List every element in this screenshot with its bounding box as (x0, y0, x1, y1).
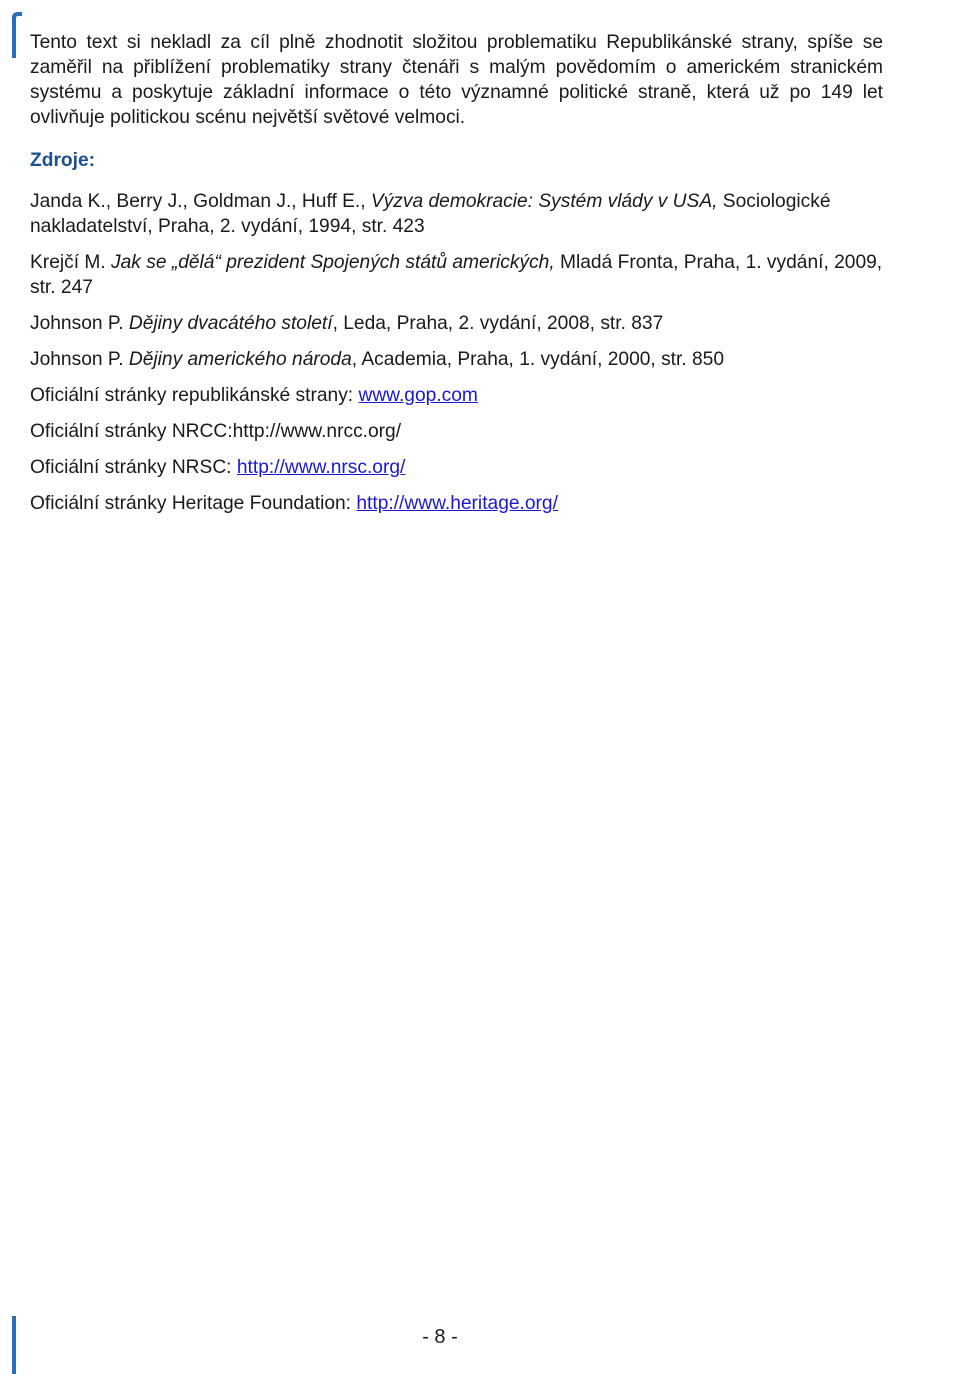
reference-publisher: , Academia, Praha, 1. vydání, 2000, str. 850 (351, 349, 725, 370)
web-source-label: Oficiální stránky Heritage Foundation: (30, 493, 357, 514)
page-content (30, 30, 883, 527)
reference-item (30, 347, 883, 372)
sources-heading: Zdroje: (30, 150, 96, 171)
web-source-nrcc (30, 419, 883, 444)
top-left-corner-bracket (14, 14, 22, 58)
web-source-label: Oficiální stránky republikánské strany: (30, 385, 359, 406)
reference-authors: Johnson P. (30, 349, 129, 370)
reference-item (30, 311, 883, 336)
gop-link[interactable]: www.gop.com (358, 385, 478, 406)
reference-title: Výzva demokracie: Systém vlády v USA, (370, 191, 718, 212)
web-source-heritage (30, 491, 883, 516)
intro-paragraph: Tento text si nekladl za cíl plně zhodnotit složitou problematiku Republikánské strany, spíše se zaměřil na přiblížení problematiky strany čtenáři s malým povědomím o americkém stranickém systému a poskytuje základní informace o této významné politické straně, která už po 149 let ovlivňuje politickou scénu největší světové velmoci. (30, 32, 883, 128)
reference-publisher: , Leda, Praha, 2. vydání, 2008, str. 837 (332, 313, 664, 334)
reference-title: Dějiny amerického národa (128, 349, 352, 370)
reference-publisher: Sociologické nakladatelství, Praha, 2. vydání, 1994, str. 423 (30, 191, 831, 237)
reference-authors: Krejčí M. (30, 252, 112, 273)
web-source-gop (30, 383, 883, 408)
reference-list (30, 189, 883, 516)
reference-authors: Johnson P. (30, 313, 129, 334)
nrsc-link[interactable]: http://www.nrsc.org/ (236, 457, 406, 478)
reference-authors: Janda K., Berry J., Goldman J., Huff E., (30, 191, 371, 212)
reference-item (30, 250, 883, 300)
reference-title: Dějiny dvacátého století (128, 313, 333, 334)
web-source-nrsc (30, 455, 883, 480)
heritage-link[interactable]: http://www.heritage.org/ (356, 493, 558, 514)
reference-publisher: Mladá Fronta, Praha, 1. vydání, 2009, str. 247 (30, 252, 883, 298)
reference-title: Jak se „dělá“ prezident Spojených států amerických, (111, 252, 555, 273)
web-source-label: Oficiální stránky NRCC:http://www.nrcc.org/ (30, 421, 402, 442)
web-source-label: Oficiální stránky NRSC: (30, 457, 237, 478)
page-number: - 8 - (422, 1326, 458, 1348)
reference-item (30, 189, 883, 239)
